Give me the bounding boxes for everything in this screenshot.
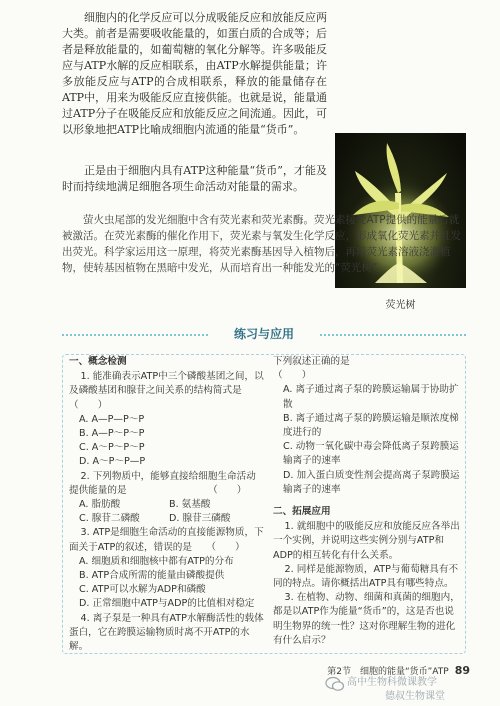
- section-title: 练习与应用: [233, 327, 294, 341]
- q2-options-row-1: [69, 498, 265, 512]
- exercise-column-right: [273, 355, 463, 648]
- divider-line-right: [320, 334, 466, 336]
- q1-option-d: D. A～P～P—P: [79, 456, 146, 468]
- q3-option-d: D. 正常细胞中ATP与ADP的比值相对稳定: [79, 598, 255, 610]
- q1-option-c: C. A～P～P～P: [79, 442, 145, 454]
- q2-option-c: C. 腺苷二磷酸: [79, 513, 140, 525]
- page-number: 89: [454, 664, 470, 677]
- question-4-tail: 下列叙述正确的是 （ ）: [273, 356, 437, 382]
- q3-option-c: C. ATP可以水解为ADP和磷酸: [79, 584, 206, 596]
- watermark: [325, 676, 497, 704]
- photo-caption: 荧光树: [385, 300, 416, 311]
- question-4: 4. 离子泵是一种具有ATP水解酶活性的载体蛋白，它在跨膜运输物质时离不开ATP的水解。: [69, 612, 264, 653]
- extension-question-2: 2. 同样是能源物质，ATP与葡萄糖具有不同的特点。请你概括出ATP具有哪些特点。: [273, 563, 459, 590]
- concept-check-heading: 一、概念检测: [69, 356, 127, 367]
- extension-question-1: 1. 就细胞中的吸能反应和放能反应各举出一个实例，并说明这些实例分别与ATP和ADP的相互转化有什么关系。: [273, 521, 460, 561]
- q1-option-a: A. A—P—P～P: [79, 413, 145, 425]
- q2-options-row-2: [69, 512, 265, 526]
- firefly-note: 萤火虫尾部的发光细胞中含有荧光素和荧光素酶。荧光素接受ATP提供的能量后就被激活。在荧光素酶的催化作用下，荧光素与氧发生化学反应，形成氧化荧光素并且发出荧光。科学家运用这一原理，将荧光素酶基因导入植物后，再用荧光素溶液浇灌植物，使转基因植物在黑暗中发光，从而培育出一种能发光的“荧光树”。: [62, 214, 461, 274]
- q3-option-b: B. ATP合成所需的能量由磷酸提供: [79, 570, 225, 582]
- question-3: 3. ATP是细胞生命活动的直接能源物质，下面关于ATP的叙述，错误的是 （ ）: [69, 527, 264, 553]
- q4-option-d: D. 加入蛋白质变性剂会提高离子泵跨膜运输离子的速率: [283, 469, 460, 495]
- question-1: 1. 能准确表示ATP中三个磷酸基团之间，以及磷酸基团和腺苷之间关系的结构简式是（ ）: [69, 371, 264, 411]
- divider-line-left: [62, 334, 208, 336]
- extension-heading: 二、拓展应用: [273, 506, 331, 518]
- q4-option-c: C. 动物一氧化碳中毒会降低离子泵跨膜运输离子的速率: [283, 441, 459, 467]
- q4-option-a: A. 离子通过离子泵的跨膜运输属于协助扩散: [283, 384, 459, 410]
- wechat-logo-icon: [325, 676, 345, 692]
- q2-option-a: A. 脂肪酸: [79, 499, 121, 511]
- section-divider: [62, 322, 466, 348]
- paragraph-energy-reactions: 细胞内的化学反应可以分成吸能反应和放能反应两大类。前者是需要吸收能量的，如蛋白质的合成等；后者是释放能量的，如葡萄糖的氧化分解等。许多吸能反应与ATP水解的反应相联系，由ATP水解提供能量；许多放能反应与ATP的合成相联系，释放的能量储存在ATP中，用来为吸能反应直接供能。也就是说，能量通过ATP分子在吸能反应和放能反应之间流通。因此，可以形象地把ATP比喻成细胞内流通的能量“货币”。: [62, 11, 327, 136]
- question-2: 2. 下列物质中，能够直接给细胞生命活动提供能量的是 （ ）: [69, 470, 256, 496]
- q4-option-b: B. 离子通过离子泵的跨膜运输是顺浓度梯度进行的: [283, 412, 459, 439]
- q2-option-d: D. 腺苷三磷酸: [169, 513, 231, 525]
- watermark-line-1: 高中生物科微课教学: [347, 677, 437, 688]
- exercise-box: [62, 354, 466, 654]
- extension-question-3: 3. 在植物、动物、细菌和真菌的细胞内，都是以ATP作为能量“货币”的，这是否也说明生物界的统一性？这对你理解生物的进化有什么启示？: [273, 592, 460, 646]
- q3-option-a: A. 细胞质和细胞核中都有ATP的分布: [79, 555, 234, 567]
- footer-section-title: 第2节 细胞的能量“货币”ATP: [327, 667, 449, 677]
- watermark-line-2: 德叔生物课堂: [385, 691, 445, 702]
- q2-option-b: B. 氨基酸: [169, 499, 211, 511]
- exercise-column-left: [69, 355, 265, 654]
- q1-option-b: B. A—P～P～P: [79, 428, 145, 440]
- paragraph-atp-currency: 正是由于细胞内具有ATP这种能量“货币”，才能及时而持续地满足细胞各项生命活动对能量的需求。: [62, 164, 327, 193]
